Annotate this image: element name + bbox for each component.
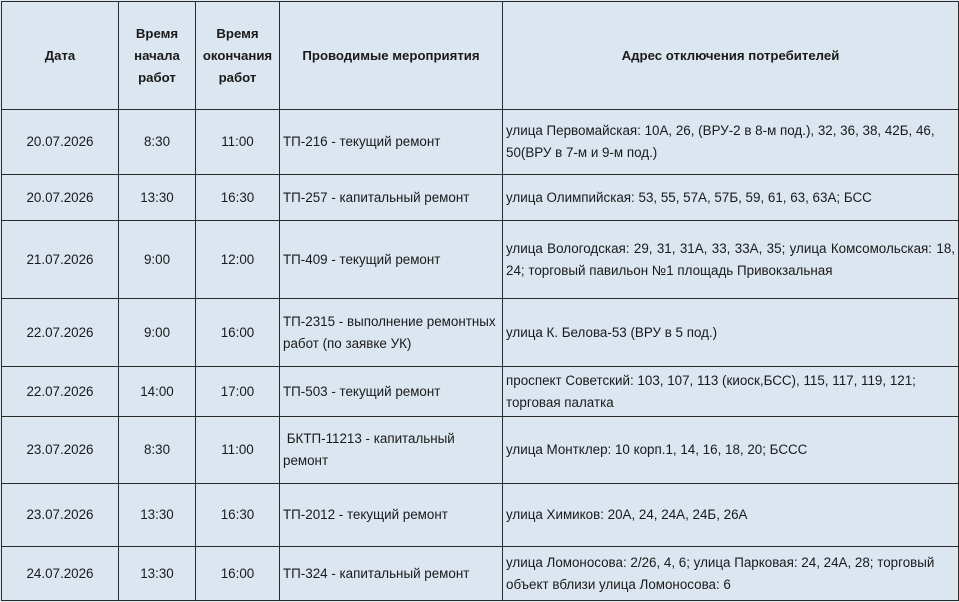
cell-start: 8:30 [119, 417, 196, 484]
cell-address: улица К. Белова-53 (ВРУ в 5 под.) [503, 299, 959, 367]
cell-work: ТП-2012 - текущий ремонт [280, 484, 503, 547]
table-row [2, 547, 959, 601]
cell-start: 14:00 [119, 367, 196, 417]
cell-work: БКТП-11213 - капитальный ремонт [280, 417, 503, 484]
cell-start: 13:30 [119, 175, 196, 221]
table-row [2, 417, 959, 484]
cell-work: ТП-216 - текущий ремонт [280, 110, 503, 175]
cell-end: 16:30 [196, 484, 280, 547]
table-row [2, 299, 959, 367]
header-date: Дата [2, 2, 119, 110]
cell-date: 23.07.2026 [2, 484, 119, 547]
header-start-line: начала [134, 47, 180, 63]
cell-work: ТП-257 - капитальный ремонт [280, 175, 503, 221]
cell-end: 16:00 [196, 547, 280, 601]
cell-address: проспект Советский: 103, 107, 113 (киоск,БСС), 115, 117, 119, 121; торговая палатка [503, 367, 959, 417]
cell-end: 12:00 [196, 221, 280, 299]
header-end-line: Время [216, 25, 259, 41]
header-address: Адрес отключения потребителей [503, 2, 959, 110]
cell-address: улица Олимпийская: 53, 55, 57А, 57Б, 59, 61, 63, 63А; БСС [503, 175, 959, 221]
cell-end: 16:30 [196, 175, 280, 221]
cell-date: 24.07.2026 [2, 547, 119, 601]
cell-start: 8:30 [119, 110, 196, 175]
header-start-line: работ [138, 69, 176, 85]
cell-date: 20.07.2026 [2, 175, 119, 221]
table-row [2, 221, 959, 299]
cell-date: 21.07.2026 [2, 221, 119, 299]
cell-address: улица Монтклер: 10 корп.1, 14, 16, 18, 20; БССС [503, 417, 959, 484]
table-row [2, 175, 959, 221]
header-end-time [196, 2, 280, 110]
cell-end: 16:00 [196, 299, 280, 367]
cell-work: ТП-503 - текущий ремонт [280, 367, 503, 417]
cell-start: 13:30 [119, 547, 196, 601]
outage-schedule-table [1, 1, 959, 601]
cell-start: 13:30 [119, 484, 196, 547]
cell-start: 9:00 [119, 299, 196, 367]
cell-end: 11:00 [196, 417, 280, 484]
cell-end: 17:00 [196, 367, 280, 417]
cell-end: 11:00 [196, 110, 280, 175]
cell-work: ТП-2315 - выполнение ремонтных работ (по заявке УК) [280, 299, 503, 367]
cell-address: улица Вологодская: 29, 31, 31А, 33, 33А, 35; улица Комсомольская: 18, 24; торговый павильон №1 площадь Привокзальная [503, 221, 959, 299]
cell-start: 9:00 [119, 221, 196, 299]
table-row [2, 110, 959, 175]
cell-date: 23.07.2026 [2, 417, 119, 484]
header-work: Проводимые мероприятия [280, 2, 503, 110]
cell-date: 22.07.2026 [2, 367, 119, 417]
header-start-time [119, 2, 196, 110]
cell-work: ТП-324 - капитальный ремонт [280, 547, 503, 601]
table-row [2, 367, 959, 417]
cell-work: ТП-409 - текущий ремонт [280, 221, 503, 299]
header-end-line: работ [218, 69, 257, 85]
header-row [2, 2, 959, 110]
header-start-line: Время [135, 25, 179, 41]
cell-date: 20.07.2026 [2, 110, 119, 175]
cell-address: улица Химиков: 20А, 24, 24А, 24Б, 26А [503, 484, 959, 547]
header-end-line: окончания [202, 47, 273, 63]
cell-address: улица Ломоносова: 2/26, 4, 6; улица Парковая: 24, 24А, 28; торговый объект вблизи улица Ломоносова: 6 [503, 547, 959, 601]
cell-address: улица Первомайская: 10А, 26, (ВРУ-2 в 8-м под.), 32, 36, 38, 42Б, 46, 50(ВРУ в 7-м и 9-м под.) [503, 110, 959, 175]
table-row [2, 484, 959, 547]
cell-date: 22.07.2026 [2, 299, 119, 367]
